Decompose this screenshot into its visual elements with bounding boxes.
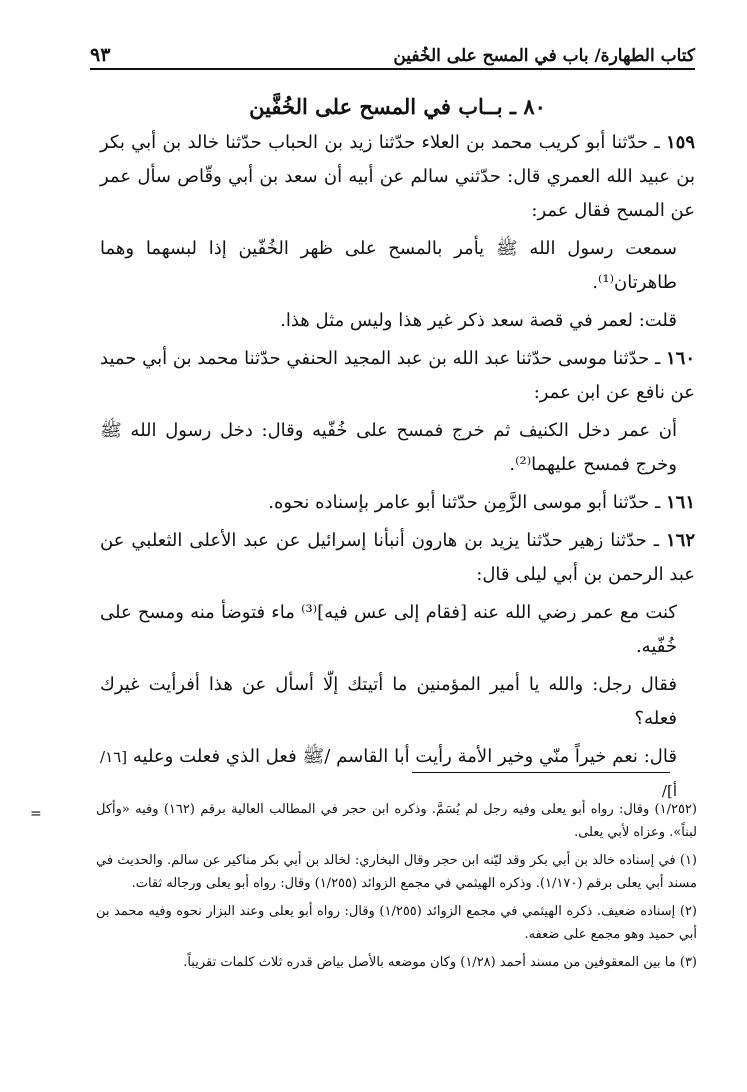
running-header-title: كتاب الطهارة/ باب في المسح على الخُفين — [393, 46, 695, 66]
hadith-number: ١٦٢ — [665, 530, 695, 551]
hadith-number: ١٦٠ — [665, 348, 695, 369]
author-comment: قلت: لعمر في قصة سعد ذكر غير هذا وليس مثل هذا. — [280, 310, 677, 331]
footnotes — [96, 798, 697, 979]
hadith-paragraph — [100, 126, 695, 228]
hadith-text: ـ حدّثنا زهير حدّثنا يزيد بن هارون أنبأنا إسرائيل عن عبد الأعلى الثعلبي عن عبد الرحمن بن أبي ليلى قال: — [100, 530, 695, 585]
hadith-number: ١٥٩ — [665, 132, 695, 153]
hadith-text: ـ حدّثنا أبو موسى الزَّمِن حدّثنا أبو عامر بإسناده نحوه. — [268, 492, 666, 513]
main-text — [100, 90, 695, 812]
hadith-matn: أن عمر دخل الكنيف ثم خرج فمسح على خُفّيه وقال: دخل رسول الله ﷺ وخرج فمسح عليهما⁽²⁾. — [100, 420, 677, 475]
hadith-text: ـ حدّثنا أبو كريب محمد بن العلاء حدّثنا زيد بن الحباب حدّثنا خالد بن أبي بكر بن عبيد الله العمري قال: حدّثني سالم عن أبيه أن سعد بن أبي وقّاص سأل عمر عن المسح فقال عمر: — [100, 132, 695, 221]
hadith-text: ـ حدّثنا موسى حدّثنا عبد الله بن عبد المجيد الحنفي حدّثنا محمد بن أبي حميد عن نافع عن ابن عمر: — [100, 348, 695, 403]
page-number: ٩٣ — [90, 44, 111, 66]
chapter-heading: ٨٠ ـ بــاب في المسح على الخُفَّين — [249, 94, 546, 119]
hadith-matn: كنت مع عمر رضي الله عنه [فقام إلى عس فيه]⁽³⁾ ماء فتوضأ منه ومسح على خُفّيه. — [100, 602, 677, 657]
hadith-matn: سمعت رسول الله ﷺ يأمر بالمسح على ظهر الخُفّين إذا لبسهما وهما طاهرتان⁽¹⁾. — [100, 238, 677, 293]
footnote: (٢) إسناده ضعيف. ذكره الهيثمي في مجمع الزوائد (١/٢٥٥) وقال: رواه أبو يعلى وعند البزار نحوه وفيه محمد بن أبي حميد وهو مجمع على ضعفه. — [96, 904, 697, 942]
footnote: (١/٢٥٢) وقال: رواه أبو يعلى وفيه رجل لم يُسَمَّ. وذكره ابن حجر في المطالب العالية برقم (١٦٢) وفيه «وأكل لبناً». وعزاه لأبي يعلى. — [96, 802, 697, 840]
hadith-number: ١٦١ — [665, 492, 695, 513]
folio-marker: [١٦/أ]/ — [100, 748, 677, 800]
hadith-matn-text: قال: نعم خيراً منّي وخير الأمة رأيت أبا القاسم /ﷺ فعل الذي فعلت وعليه — [132, 746, 677, 767]
footnote-separator — [412, 772, 670, 773]
hadith-matn: فقال رجل: والله يا أمير المؤمنين ما أتيتك إلّا أسأل عن هذا أفرأيت غيرك فعله؟ — [100, 674, 677, 729]
footnote: (٣) ما بين المعقوفين من مسند أحمد (١/٢٨) وكان موضعه بالأصل بياض قدره ثلاث كلمات تقريباً. — [183, 955, 697, 970]
footnote-continuation-marker: = — [30, 806, 42, 822]
hadith-paragraph — [100, 342, 695, 410]
footnote: (١) في إسناده خالد بن أبي بكر وقد ليّنه ابن حجر وقال البخاري: لخالد بن أبي بكر مناكير عن سالم. والحديث في مسند أبي يعلى برقم (١/١٧٠). وذكره الهيثمي في مجمع الزوائد (١/٢٥٥) وقال: رواه أبو يعلى ورجاله ثقات. — [96, 853, 697, 891]
running-header — [90, 30, 695, 70]
hadith-paragraph — [100, 524, 695, 592]
hadith-paragraph — [100, 486, 695, 520]
